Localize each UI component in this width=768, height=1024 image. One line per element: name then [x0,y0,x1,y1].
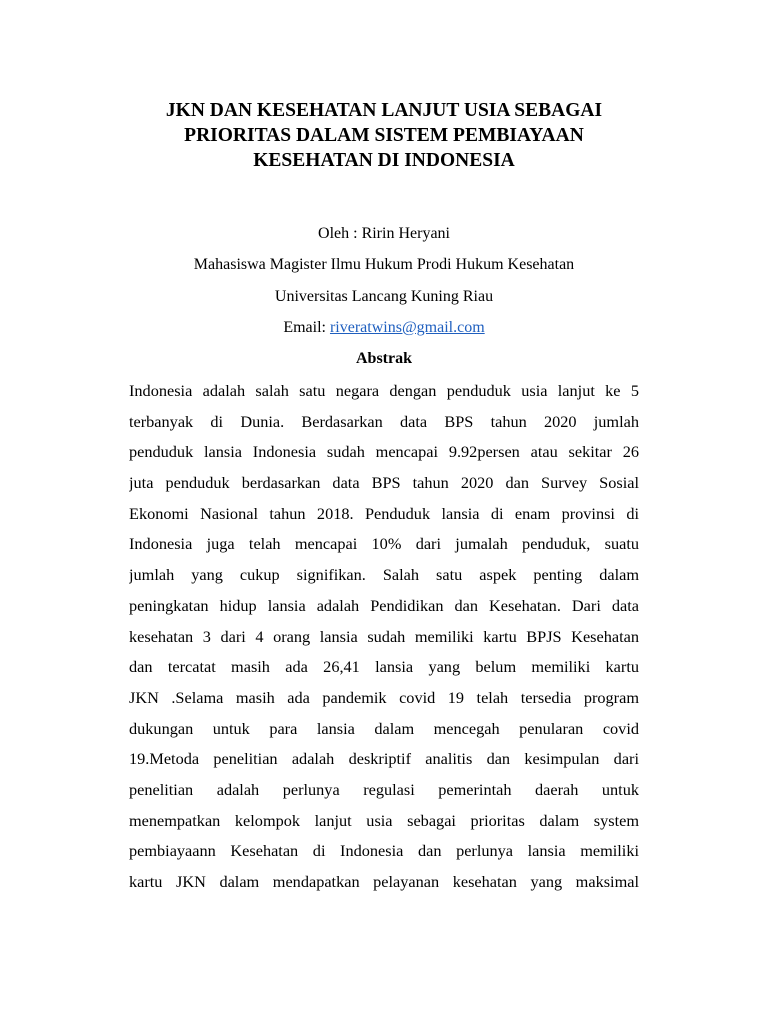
abstract-heading: Abstrak [355,350,412,367]
abstract-line: dan tercatat masih ada 26,41 lansia yang belum memiliki kartu [129,657,639,677]
abstract-line: terbanyak di Dunia. Berdasarkan data BPS tahun 2020 jumlah [129,411,639,431]
title-line-2: PRIORITAS DALAM SISTEM PEMBIAYAAN [184,125,584,146]
abstract-line: penduduk lansia Indonesia sudah mencapai 9.92persen atau sekitar 26 [129,442,639,462]
abstract-line: kesehatan 3 dari 4 orang lansia sudah memiliki kartu BPJS Kesehatan [129,626,639,646]
abstract-line: 19.Metoda penelitian adalah deskriptif analitis dan kesimpulan dari [129,749,639,769]
author-line: Oleh : Ririn Heryani [318,225,450,242]
abstract-line: jumlah yang cukup signifikan. Salah satu aspek penting dalam [129,565,639,585]
title-line-1: JKN DAN KESEHATAN LANJUT USIA SEBAGAI [165,100,603,121]
abstract-line: menempatkan kelompok lanjut usia sebagai prioritas dalam system [129,810,639,830]
abstract-line: Indonesia juga telah mencapai 10% dari jumalah penduduk, suatu [129,534,639,554]
abstract-line: Ekonomi Nasional tahun 2018. Penduduk lansia di enam provinsi di [129,503,639,523]
abstract-line: peningkatan hidup lansia adalah Pendidikan dan Kesehatan. Dari data [129,595,639,615]
paper-title [100,98,668,173]
abstract-line: Indonesia adalah salah satu negara dengan penduduk usia lanjut ke 5 [129,381,639,400]
abstract-line: pembiayaann Kesehatan di Indonesia dan perlunya lansia memiliki [129,841,639,861]
abstract-line: JKN .Selama masih ada pandemik covid 19 telah tersedia program [129,687,639,707]
email-label: Email: [283,319,330,336]
abstract-line: kartu JKN dalam mendapatkan pelayanan kesehatan yang maksimal [129,872,639,891]
abstract-body [129,378,639,900]
abstract-line: dukungan untuk para lansia dalam mencegah penularan covid [129,718,639,738]
email-link[interactable]: riveratwins@gmail.com [329,319,485,336]
title-line-3: KESEHATAN DI INDONESIA [253,150,515,171]
abstract-line: juta penduduk berdasarkan data BPS tahun 2020 dan Survey Sosial [129,473,639,493]
affiliation-program: Mahasiswa Magister Ilmu Hukum Prodi Hukum Kesehatan [193,256,575,273]
affiliation-university: Universitas Lancang Kuning Riau [274,288,494,305]
abstract-line: penelitian adalah perlunya regulasi pemerintah daerah untuk [129,779,639,799]
email-line [100,318,668,338]
